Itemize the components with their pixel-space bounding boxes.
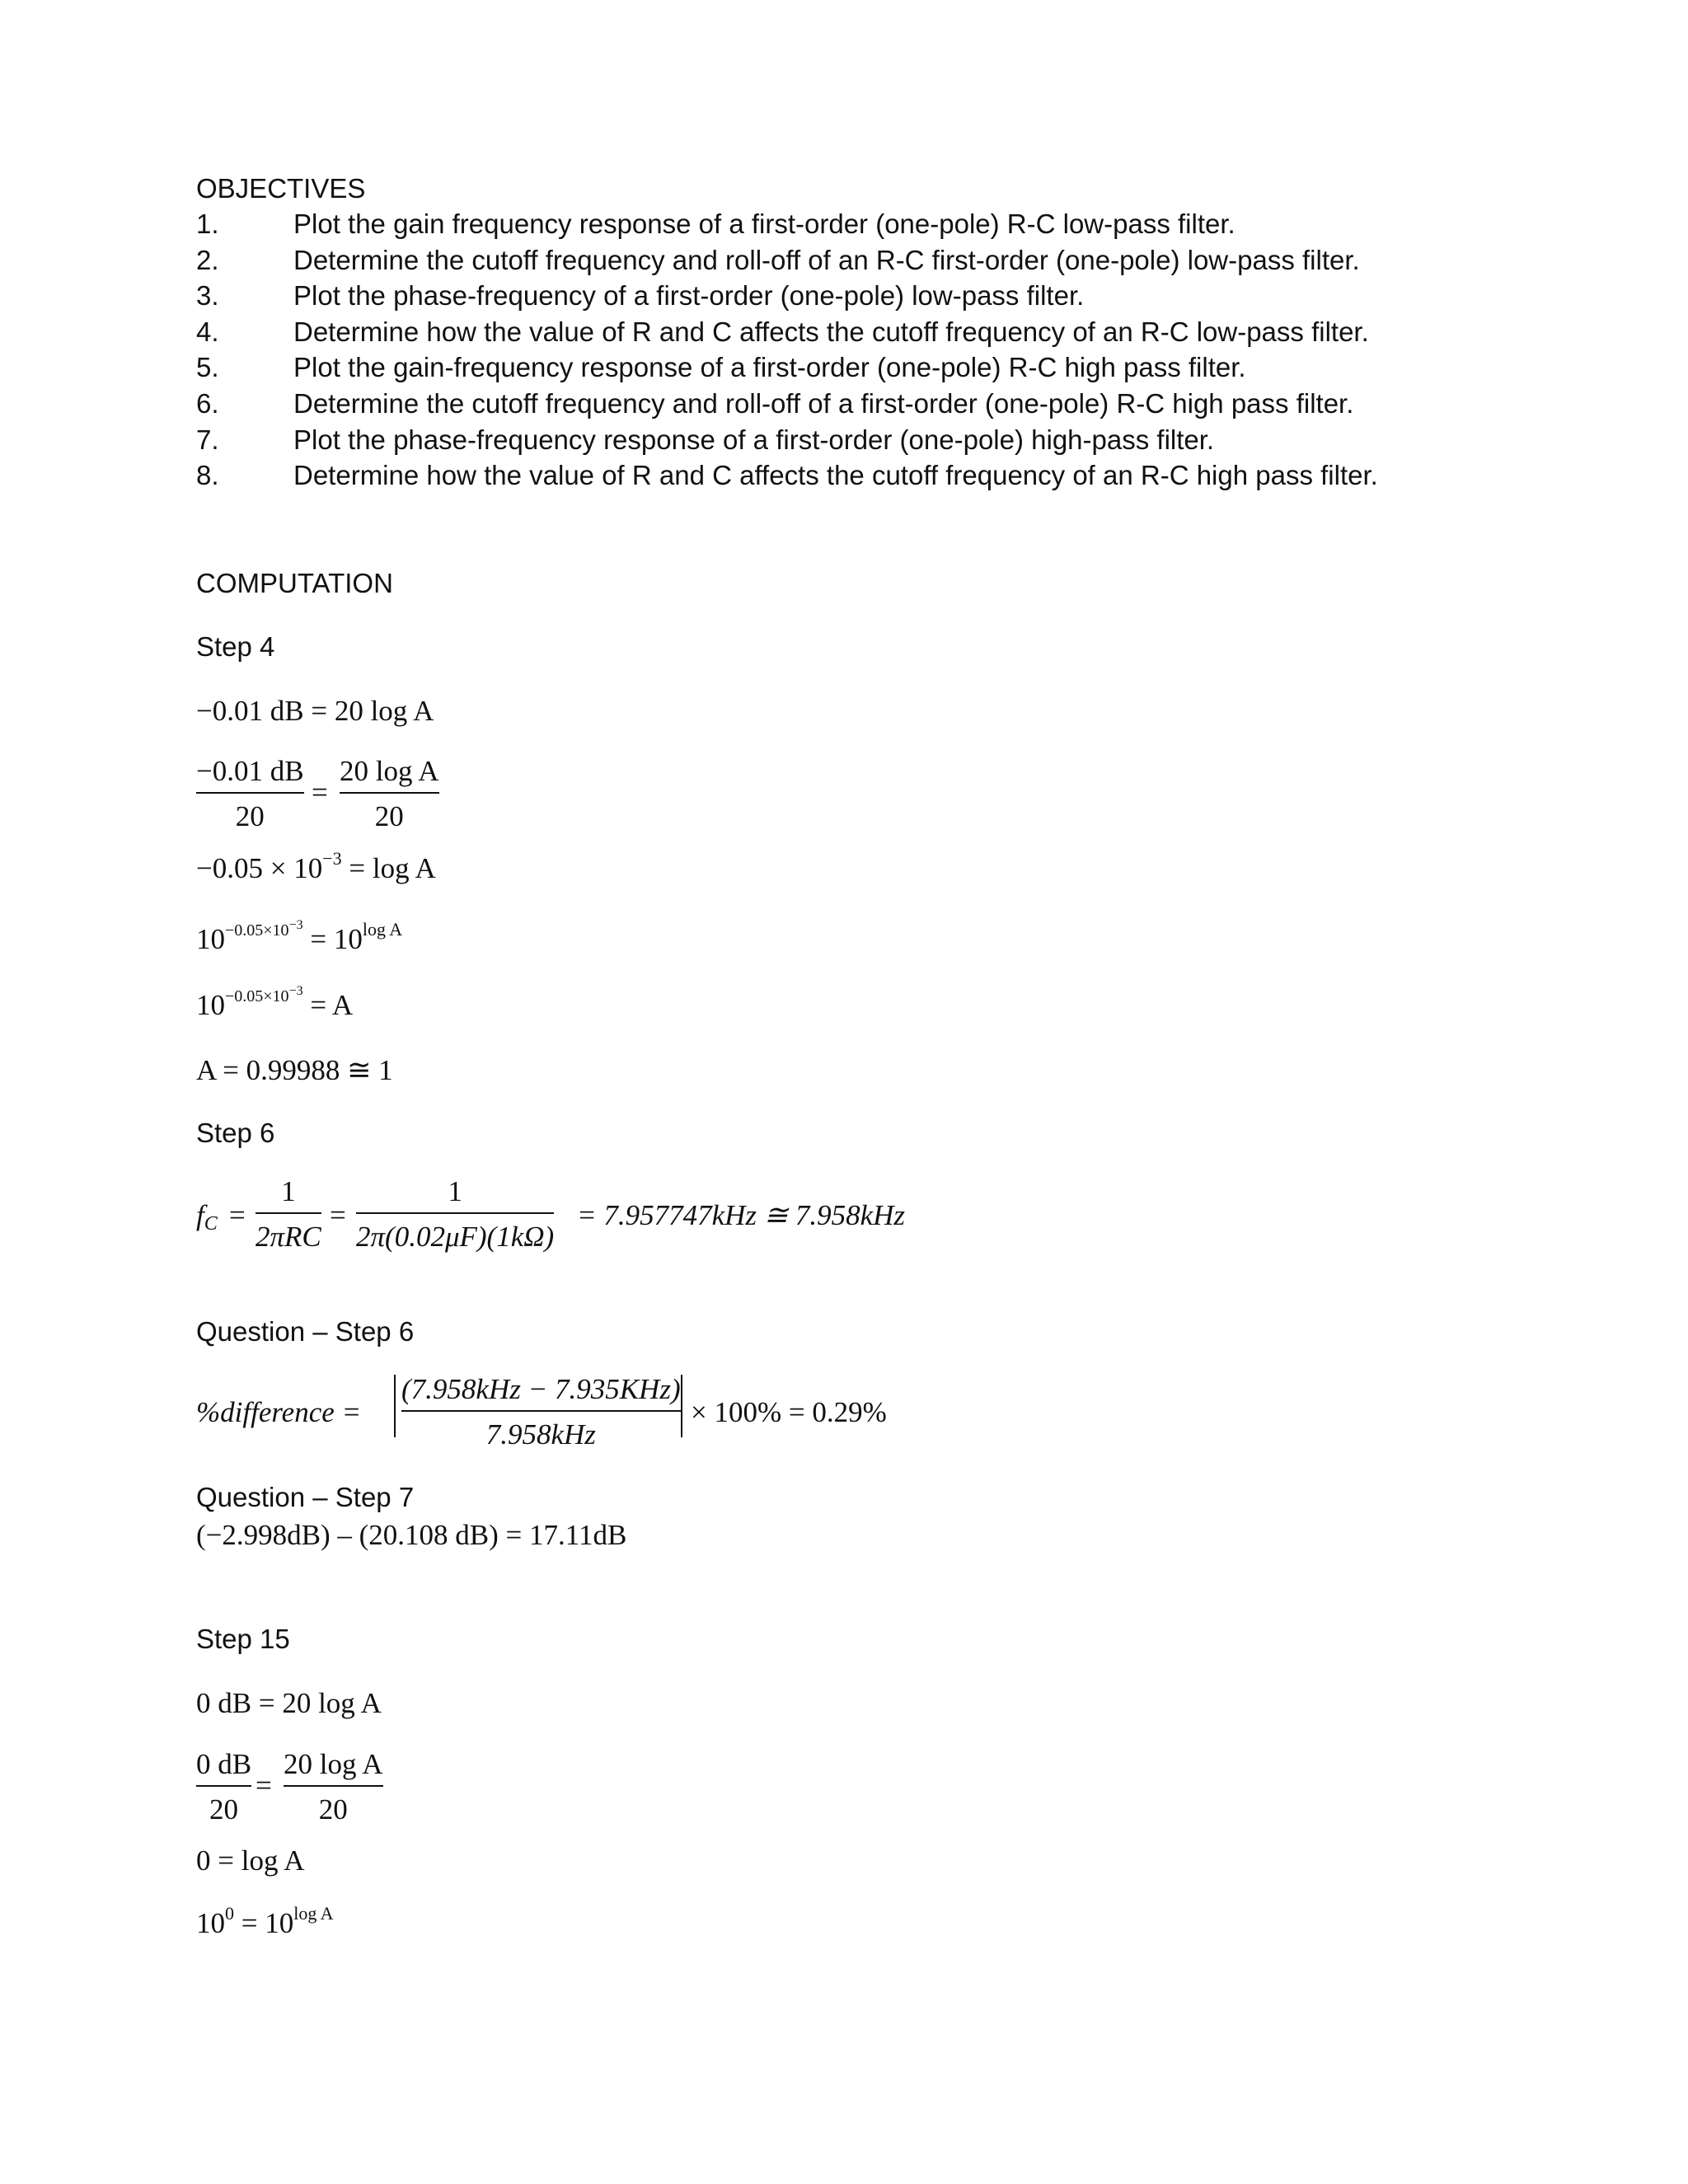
fraction-numerator: 20 log A [340, 755, 439, 787]
fraction-numerator: 1 [448, 1175, 462, 1207]
step6-fraction-2 [356, 1177, 554, 1251]
fraction-denominator: 20 [235, 800, 265, 832]
equals-sign: = [312, 776, 328, 808]
objective-text: Determine the cutoff frequency and roll-off of a first-order (one-pole) R-C high pass filter. [293, 388, 1354, 419]
fraction-denominator: 2π(0.02μF)(1kΩ) [356, 1221, 555, 1253]
computation-heading: COMPUTATION [196, 568, 393, 598]
objective-text: Determine how the value of R and C affects the cutoff frequency of an R-C low-pass filter. [293, 316, 1369, 347]
fraction-denominator: 20 [374, 800, 404, 832]
fraction-numerator: 1 [281, 1175, 296, 1207]
step4-equation-3: $-0.05 \times 10^{-3} = \log A$ [196, 848, 436, 884]
fraction-numerator: −0.01 dB [196, 755, 304, 787]
question-step7-equation: (−2.998dB) – (20.108 dB) = 17.11dB [196, 1519, 627, 1551]
equals-sign: = [229, 1199, 246, 1231]
fraction-denominator: 7.958kHz [485, 1418, 596, 1451]
step4-label: Step 4 [196, 631, 275, 662]
objective-number: 8. [196, 460, 219, 491]
objective-text: Plot the gain frequency response of a first-order (one-pole) R-C low-pass filter. [293, 209, 1236, 239]
step4-fraction-right [340, 757, 439, 831]
step15-label: Step 15 [196, 1624, 290, 1654]
step15-equation-1: 0 dB = 20 log A [196, 1687, 382, 1719]
fraction-numerator: 0 dB [196, 1748, 252, 1780]
step4-fraction-left [196, 757, 304, 831]
percent-difference-label: %difference = [196, 1396, 362, 1428]
abs-bar-left [394, 1375, 396, 1437]
objective-number: 3. [196, 280, 219, 312]
objective-number: 2. [196, 244, 219, 275]
fraction-numerator: 20 log A [284, 1748, 383, 1780]
objectives-heading: OBJECTIVES [196, 173, 366, 204]
step6-fraction-1 [256, 1177, 321, 1251]
equals-sign: = [330, 1199, 346, 1231]
objective-number: 7. [196, 424, 219, 455]
fc-symbol: fC [196, 1199, 218, 1235]
step4-equation-4: $10^{-0.05\times 10^{-3}} = 10^{log A}$ [196, 918, 403, 955]
objective-text: Plot the phase-frequency response of a first-order (one-pole) high-pass filter. [293, 424, 1215, 455]
objective-text: Plot the gain-frequency response of a first-order (one-pole) R-C high pass filter. [293, 352, 1246, 383]
objective-text: Determine the cutoff frequency and roll-off of an R-C first-order (one-pole) low-pass filter. [293, 244, 1360, 275]
fraction-denominator: 20 [209, 1793, 239, 1825]
objective-number: 5. [196, 352, 219, 383]
fraction-numerator: (7.958kHz − 7.935KHz) [401, 1373, 681, 1405]
step15-equation-3: 0 = log A [196, 1844, 305, 1877]
objective-number: 1. [196, 209, 219, 239]
step15-equation-4: $10^0 = 10^{log A}$ [196, 1903, 334, 1939]
step4-equation-6: A = 0.99988 ≅ 1 [196, 1054, 393, 1086]
fraction-denominator: 20 [318, 1793, 348, 1825]
question-step6-label: Question – Step 6 [196, 1316, 415, 1347]
fraction-denominator: 2πRC [256, 1221, 321, 1253]
objective-text: Determine how the value of R and C affects the cutoff frequency of an R-C high pass filter. [293, 460, 1378, 491]
question-step7-label: Question – Step 7 [196, 1482, 415, 1512]
objective-number: 4. [196, 316, 219, 347]
step15-fraction-left [196, 1750, 251, 1824]
step6-result: = 7.957747kHz ≅ 7.958kHz [577, 1199, 906, 1231]
objective-number: 6. [196, 388, 219, 419]
abs-bar-right [681, 1375, 682, 1437]
step15-fraction-right [284, 1750, 383, 1824]
step4-equation-1: −0.01 dB = 20 log A [196, 695, 434, 727]
step6-label: Step 6 [196, 1118, 275, 1148]
question-step6-fraction [401, 1375, 681, 1449]
objective-text: Plot the phase-frequency of a first-order (one-pole) low-pass filter. [293, 280, 1085, 312]
equals-sign: = [256, 1769, 272, 1802]
step4-equation-5: $10^{-0.05\times 10^{-3}} = A$ [196, 984, 354, 1021]
question-step6-result: × 100% = 0.29% [691, 1396, 887, 1428]
